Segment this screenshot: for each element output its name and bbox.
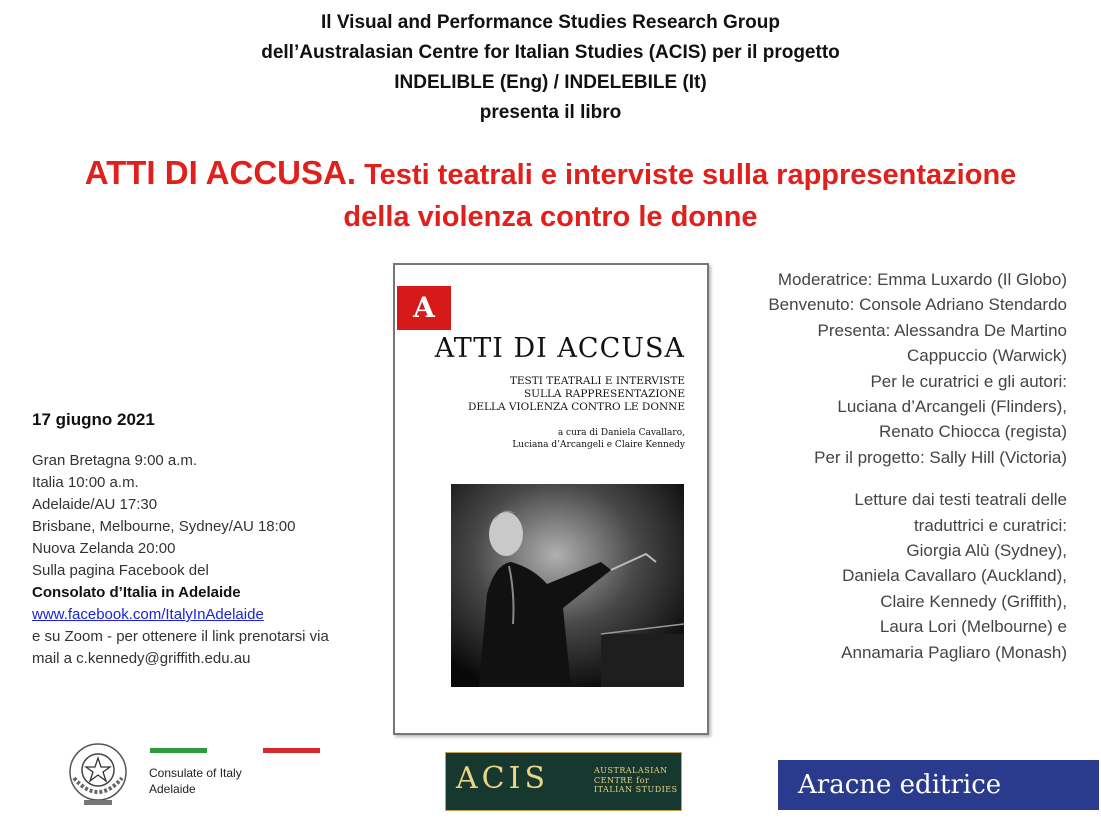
event-info xyxy=(32,408,382,670)
title-main: ATTI DI ACCUSA. xyxy=(84,154,357,191)
book-subtitle xyxy=(425,375,685,414)
book-subtitle-line: DELLA VIOLENZA CONTRO LE DONNE xyxy=(467,401,685,413)
book-subtitle-line: SULLA RAPPRESENTAZIONE xyxy=(523,388,685,400)
event-title xyxy=(0,152,1101,238)
title-sub-2: della violenza contro le donne xyxy=(343,201,758,233)
time-line: Adelaide/AU 17:30 xyxy=(32,496,158,513)
header-line-1: Il Visual and Performance Studies Research Group xyxy=(321,12,780,33)
book-cover xyxy=(393,263,709,735)
header-line-3: INDELIBLE (Eng) / INDELEBILE (It) xyxy=(394,72,707,93)
reader-line: traduttrici e curatrici: xyxy=(913,515,1067,535)
acis-small-line: AUSTRALASIAN xyxy=(594,766,668,775)
zoom-line-2: mail a c.kennedy@griffith.edu.au xyxy=(32,650,251,667)
event-date: 17 giugno 2021 xyxy=(32,410,155,429)
speakers-panel xyxy=(707,267,1067,665)
consulate-line-2: Adelaide xyxy=(149,782,196,796)
book-curators-line: a cura di Daniela Cavallaro, xyxy=(557,428,685,438)
facebook-link[interactable]: www.facebook.com/ItalyInAdelaide xyxy=(32,606,264,623)
reader-line: Daniela Cavallaro (Auckland), xyxy=(842,566,1067,586)
reader-line: Laura Lori (Melbourne) e xyxy=(879,617,1067,637)
aracne-logo xyxy=(778,760,1099,810)
aracne-logo-text: Aracne editrice xyxy=(798,770,1002,800)
consulate-line-1: Consulate of Italy xyxy=(149,766,242,780)
time-line: Brisbane, Melbourne, Sydney/AU 18:00 xyxy=(32,518,296,535)
acis-logo xyxy=(445,752,682,811)
time-line: Gran Bretagna 9:00 a.m. xyxy=(32,452,198,469)
book-subtitle-line: TESTI TEATRALI E INTERVISTE xyxy=(509,375,685,387)
facebook-page-name: Consolato d’Italia in Adelaide xyxy=(32,584,241,601)
reader-line: Giorgia Alù (Sydney), xyxy=(906,541,1067,561)
speaker-line: Luciana d’Arcangeli (Flinders), xyxy=(837,397,1067,417)
consulate-logo-text xyxy=(149,765,242,797)
speaker-line: Per il progetto: Sally Hill (Victoria) xyxy=(814,447,1067,467)
acis-logo-small xyxy=(594,766,678,795)
italy-flag-bar xyxy=(150,748,320,753)
header-line-4: presenta il libro xyxy=(479,102,622,123)
header-line-2: dell’Australasian Centre for Italian Studies (ACIS) per il progetto xyxy=(261,42,840,63)
acis-small-line: ITALIAN STUDIES xyxy=(594,785,678,794)
publisher-logo: A xyxy=(397,286,451,330)
speaker-line: Presenta: Alessandra De Martino xyxy=(817,320,1067,340)
reader-line: Claire Kennedy (Griffith), xyxy=(880,591,1067,611)
cover-photo xyxy=(451,484,684,687)
book-curators-line: Luciana d’Arcangeli e Claire Kennedy xyxy=(512,440,685,450)
speaker-line: Cappuccio (Warwick) xyxy=(907,346,1067,366)
italy-emblem-icon xyxy=(64,734,132,812)
speaker-line: Benvenuto: Console Adriano Stendardo xyxy=(768,295,1067,315)
acis-logo-big: ACIS xyxy=(456,761,550,796)
time-line: Italia 10:00 a.m. xyxy=(32,474,139,491)
speaker-line: Renato Chiocca (regista) xyxy=(878,422,1067,442)
book-title: ATTI DI ACCUSA xyxy=(434,333,685,364)
speaker-line: Per le curatrici e gli autori: xyxy=(870,371,1067,391)
book-curators xyxy=(425,427,685,451)
zoom-line-1: e su Zoom - per ottenere il link prenotarsi via xyxy=(32,628,329,645)
title-sub-1: Testi teatrali e interviste sulla rappresentazione xyxy=(364,159,1017,191)
time-line: Nuova Zelanda 20:00 xyxy=(32,540,176,557)
reader-line: Letture dai testi teatrali delle xyxy=(854,490,1067,510)
speaker-line: Moderatrice: Emma Luxardo (Il Globo) xyxy=(777,270,1067,289)
reader-line: Annamaria Pagliaro (Monash) xyxy=(841,642,1067,662)
facebook-intro: Sulla pagina Facebook del xyxy=(32,562,209,579)
header xyxy=(0,8,1101,128)
acis-small-line: CENTRE for xyxy=(594,775,650,785)
